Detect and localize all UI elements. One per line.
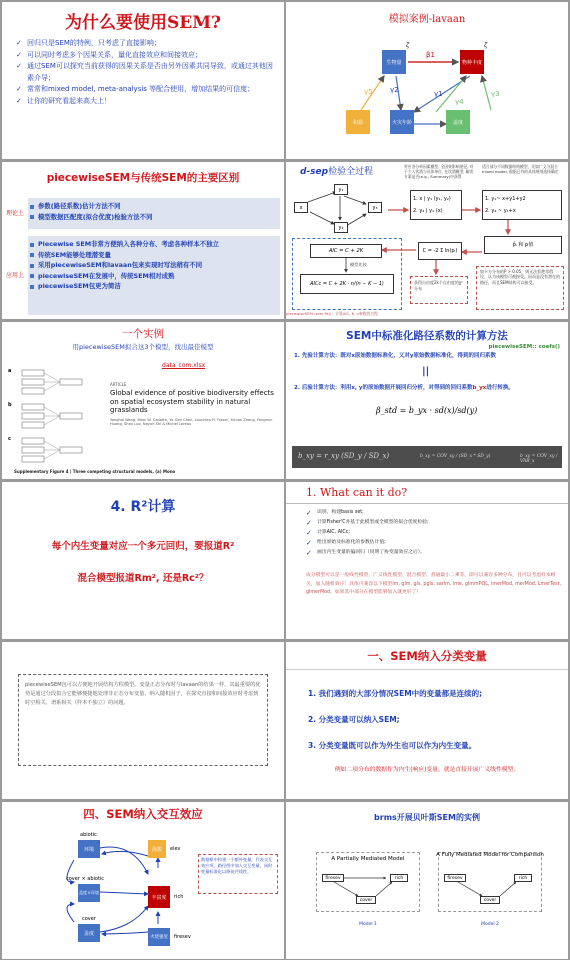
list-item: 2. 分类变量可以纳入SEM; <box>308 715 400 724</box>
compatibility-paragraph: 成分模型可以是一般线性模型、广义线性模型、混合模型、普通最小二乘等。即可以兼容多种分布，且可以考虑样本相关，加入随机效应！具体可兼容以下模型lm, glm, gls, pgls, sarlm, lme, glmmPQL, lmerMod, merMod, LmerTest, glmerMod。如果其中部分在模型能够加入就更好了！ <box>306 573 562 595</box>
slide-title: 为什么要使用SEM? <box>64 13 221 33</box>
rich-label: rich <box>174 894 184 900</box>
slide-piecewise-advantages <box>2 642 284 799</box>
slide-example <box>2 322 284 479</box>
list-item: ✓ 回归只是SEM的特例，只考虑了直接影响； <box>16 38 274 50</box>
slide-title: brms开展贝叶斯SEM的实例 <box>374 813 480 822</box>
article-label: ARTICLE <box>110 382 127 387</box>
node-x: x <box>294 202 308 213</box>
node-elev: 海拔 <box>148 840 166 858</box>
step-1: 1. 先验计算方法：既对x原始数据标准化，又对y原始数据标准化，得到的回归系数 <box>294 353 496 359</box>
node-firesev-1: firesev <box>322 874 344 882</box>
cover-label: cover <box>82 916 96 922</box>
abiotic-label: abiotic <box>80 832 97 838</box>
footer-note: piecewiseSEM::sem.fit()：计算AIC, K, n参数的过程 <box>286 311 378 316</box>
list-item: ✓ 让你的研究看起来高大上！ <box>16 96 274 108</box>
list-item: 参数(路径系数)估计方法不同 <box>28 201 280 212</box>
slide-what-can-it-do <box>286 482 568 639</box>
node-y1: y₁ <box>334 184 348 195</box>
slide-interaction-effects <box>2 802 284 959</box>
cover-abiotic-label: cover × abiotic <box>66 876 105 882</box>
slide-title: 1. What can it do? <box>306 486 408 499</box>
label-gamma3: γ3 <box>491 90 500 98</box>
note-text: 数据框中构建一个额外变量，代表交互效应项，路径图中加入交互变量，同时变量标准化以降低共线性。 <box>201 857 273 874</box>
slide-subtitle: 用piecewiseSEM拟合这3个模型，找出最佳模型 <box>72 343 214 351</box>
list-item: ✓ 给出原始及标准化的参数估计值; <box>306 538 562 548</box>
slide-categorical-vars <box>286 642 568 799</box>
chi-note: 获得自由度2k个自由度的χ²分布 <box>414 280 463 291</box>
r2-line-2: 混合模型报道Rm², 还是Rc²？ <box>77 573 209 584</box>
theory-band <box>28 198 280 229</box>
eq-box-left <box>410 190 462 220</box>
list-item: 3. 分类变量既可以作为外生也可以作为内生变量。 <box>308 741 477 750</box>
list-item: ✓ 常常和mixed model, meta-analysis 等配合使用，增加结果的可信度； <box>16 84 274 96</box>
step-2-sub: b_yx <box>472 385 487 391</box>
label-beta1: β1 <box>426 51 435 59</box>
model-1-label: Model 1 <box>359 922 377 927</box>
node-cover-1: cover <box>356 896 376 904</box>
firesev-label: firesev <box>174 934 191 940</box>
step-2-prefix: 2. 后验计算方法：利用x, y的原始数据开展回归分析，对得到的回归系数 <box>294 385 473 391</box>
bullet-list <box>16 38 274 108</box>
equation-r1: 1. y₁~ x+y1+y2 <box>485 196 526 202</box>
aic-box: AIC = C + 2K <box>310 244 382 258</box>
list-item: ✓ 可以同时考虑多个因果关系，量化直接效应和间接效应； <box>16 50 274 62</box>
slide-title: piecewiseSEM与传统SEM的主要区别 <box>46 172 240 184</box>
slide-why-sem <box>2 2 284 159</box>
p-value-box: p̂ᵢ 和 p值 <box>484 236 562 254</box>
slide-title: 四、SEM纳入交互效应 <box>83 807 203 821</box>
node-rich-1: rich <box>390 874 408 882</box>
list-item: ✓ 计算Fisher'C并基于此模型或全模型的拟合优度检验; <box>306 518 562 528</box>
figure-caption: Supplementary Figure 4 | Three competing structural models, (a) Mono <box>14 469 176 474</box>
c-statistic-box: C = -2 Σ ln(pᵢ) <box>418 242 462 260</box>
note-right: 适合部分不同数据结构模型，比如广义与混合 mixed model, 根据已有的具体规则选择确定 <box>482 164 559 174</box>
equals-sign: || <box>422 366 430 377</box>
elev-label: elev <box>170 846 181 852</box>
node-firesev-2: firesev <box>444 874 466 882</box>
list-item: 模型数据匹配度(拟合优度)检验方法不同 <box>28 212 280 223</box>
equation-r2: 2. y₂ ~ y₁+x <box>485 208 516 214</box>
slide-lavaan-simulation <box>286 2 568 159</box>
slide-dsep-process <box>286 162 568 319</box>
slide-title: 模拟案例-lavaan <box>388 14 466 25</box>
node-cover: 盖度 <box>78 924 100 942</box>
formula-b1: b_xy = r_xy (SD_y / SD_x) <box>298 452 390 460</box>
panel-label-b: b <box>8 402 12 408</box>
note-top: 对应各分单因素模型, 全因果影响途径, 对于个人饮酒与具体单位, 在饮酒模型, 解决方案是否(e.g., Summary)中获得 <box>404 164 474 179</box>
node-gdd: 积温 <box>346 110 370 134</box>
formula-b2: b_xy = COV_xy / (SD_x * SD_y) <box>420 454 491 459</box>
list-item: 采用piecewiseSEM和lavaan包来实现时写法稍有不同 <box>28 260 280 271</box>
formula-b3: b_xy = COV_xy / VAR_x <box>520 454 558 464</box>
equation-2: 2. y₂ | y₁ (x) <box>413 208 443 214</box>
node-fire-age: 火灾年龄 <box>390 110 414 134</box>
node-richness: 物种丰度 <box>460 50 484 74</box>
model-2-title: A Fully Mediated Model for Comparison <box>436 852 544 858</box>
data-file-link[interactable]: data_com.xlsx <box>162 362 206 369</box>
application-label: 应用上 <box>6 272 25 279</box>
slide-title: 4. R²计算 <box>110 499 176 515</box>
node-biomass: 生物量 <box>382 50 406 74</box>
step-2 <box>294 384 562 392</box>
list-item: ✓ 通过SEM可以探究当前获得的因果关系是否由另外因素共同导致，或通过其他因素介导； <box>16 61 274 84</box>
application-band <box>28 236 280 315</box>
node-y2: y₂ <box>334 222 348 233</box>
node-cover-abiotic: 盖度×环境 <box>78 884 100 902</box>
node-cover-2: cover <box>480 896 500 904</box>
code-label: piecewiseSEM:: coefs() <box>488 344 560 350</box>
panel-label-a: a <box>8 368 12 374</box>
note-box <box>198 854 278 894</box>
list-item: ✓ 识别、构建basis set; <box>306 508 562 518</box>
list-item: piecewiseSEM包更为简洁 <box>28 281 280 292</box>
article-authors: Yonghai Wang, Marc W. Cadotte, Yu-Gen Chen, Lauchlan H. Fraser, Yuhuai Zhang, Fengmin Huang, Shan Luo, Nayun Shi & Michel Loreau <box>110 417 273 427</box>
title-rest: 检验全过程 <box>328 167 374 177</box>
node-cover: 盖度 <box>446 110 470 134</box>
slide-title: SEM中标准化路径系数的计算方法 <box>346 330 508 342</box>
model-2-label: Model 2 <box>481 922 499 927</box>
theory-label: 理论上 <box>6 210 25 217</box>
equation-1: 1. x | y₁ (y₁, y₂) <box>413 196 451 202</box>
aicc-box: AICc = C + 2K · n/(n − K − 1) <box>300 274 394 294</box>
label-gamma2: γ2 <box>390 86 399 94</box>
title-dsep: d-sep <box>300 167 329 177</box>
eq-box-right <box>482 190 562 220</box>
node-firesev: 火烧强度 <box>148 928 170 946</box>
list-item: Piecewise SEM非常方便纳入各种分布、考虑各种样本不独立 <box>28 239 280 250</box>
conclusion-note: 如卡方分布的P > 0.05，则无法拒绝零假设，认为该模型可被接受，因而是没有潜在的路径，而且SEM结构可以接受。 <box>480 269 560 285</box>
slide-brms-bayesian <box>286 802 568 959</box>
label-zeta2: ζ <box>484 42 488 49</box>
path-diagram <box>286 2 568 159</box>
panel-label-c: c <box>8 436 11 442</box>
label-gamma5: γ5 <box>364 88 373 96</box>
node-rich-2: rich <box>514 874 532 882</box>
slide-title: 一个实例 <box>122 328 164 340</box>
label-gamma1: γ1 <box>434 90 443 98</box>
slide-r2 <box>2 482 284 639</box>
body-text: piecewiseSEM包可以方便地开展结构方程模型。变量正态分布时与lavaan的结果一样。其最重要的优势是通过分段拟合它能够便捷地处理非正态分布变量、纳入随机因子，在探究直接和间接效应时考虑到时空相关、谱系相关（样本不独立）的问题。 <box>25 682 261 706</box>
list-item: ✓ 计算AIC, AICc; <box>306 528 562 538</box>
slide-standardized-coefs <box>286 322 568 479</box>
list-item: 1. 我们遇到的大部分情况SEM中的变量都是连续的; <box>308 689 483 698</box>
list-item: piecewiseSEM在发展中，传统SEM相对成熟 <box>28 271 280 282</box>
article-card <box>110 380 280 444</box>
list-item: ✓ 画出内生变量的偏回归（说明了协变量效应之后）。 <box>306 548 562 558</box>
article-title: Global evidence of positive biodiversity effects on spatial ecosystem stability in natural grasslands <box>110 389 274 414</box>
list-item: 传统SEM能够处理潜变量 <box>28 250 280 261</box>
node-y3: y₃ <box>368 202 382 213</box>
label-zeta1: ζ <box>406 42 410 49</box>
title-underline <box>286 503 568 504</box>
label-gamma4: γ4 <box>455 98 464 106</box>
title-underline <box>286 669 568 670</box>
example-text: 例如二项分布的数据作为内生(响应)变量，就是直接开展广义线性模型。 <box>334 767 520 773</box>
node-abiotic: 环境 <box>78 840 100 858</box>
slide-piecewise-vs-traditional <box>2 162 284 319</box>
node-rich: 丰富度 <box>148 886 170 908</box>
bullet-list <box>306 508 562 558</box>
formula-main: β_std = b_yx · sd(x)/sd(y) <box>376 406 478 415</box>
step-2-suffix: 进行转换。 <box>486 385 514 391</box>
model-1-title: A Partially Mediated Model <box>331 856 405 862</box>
r2-line-1: 每个内生变量对应一个多元回归，要报道R² <box>51 541 235 552</box>
model-diagrams <box>10 366 100 466</box>
slide-title: 一、SEM纳入分类变量 <box>367 649 487 663</box>
model-compare-label: 模型比较 <box>350 262 367 267</box>
text-box <box>18 674 268 766</box>
